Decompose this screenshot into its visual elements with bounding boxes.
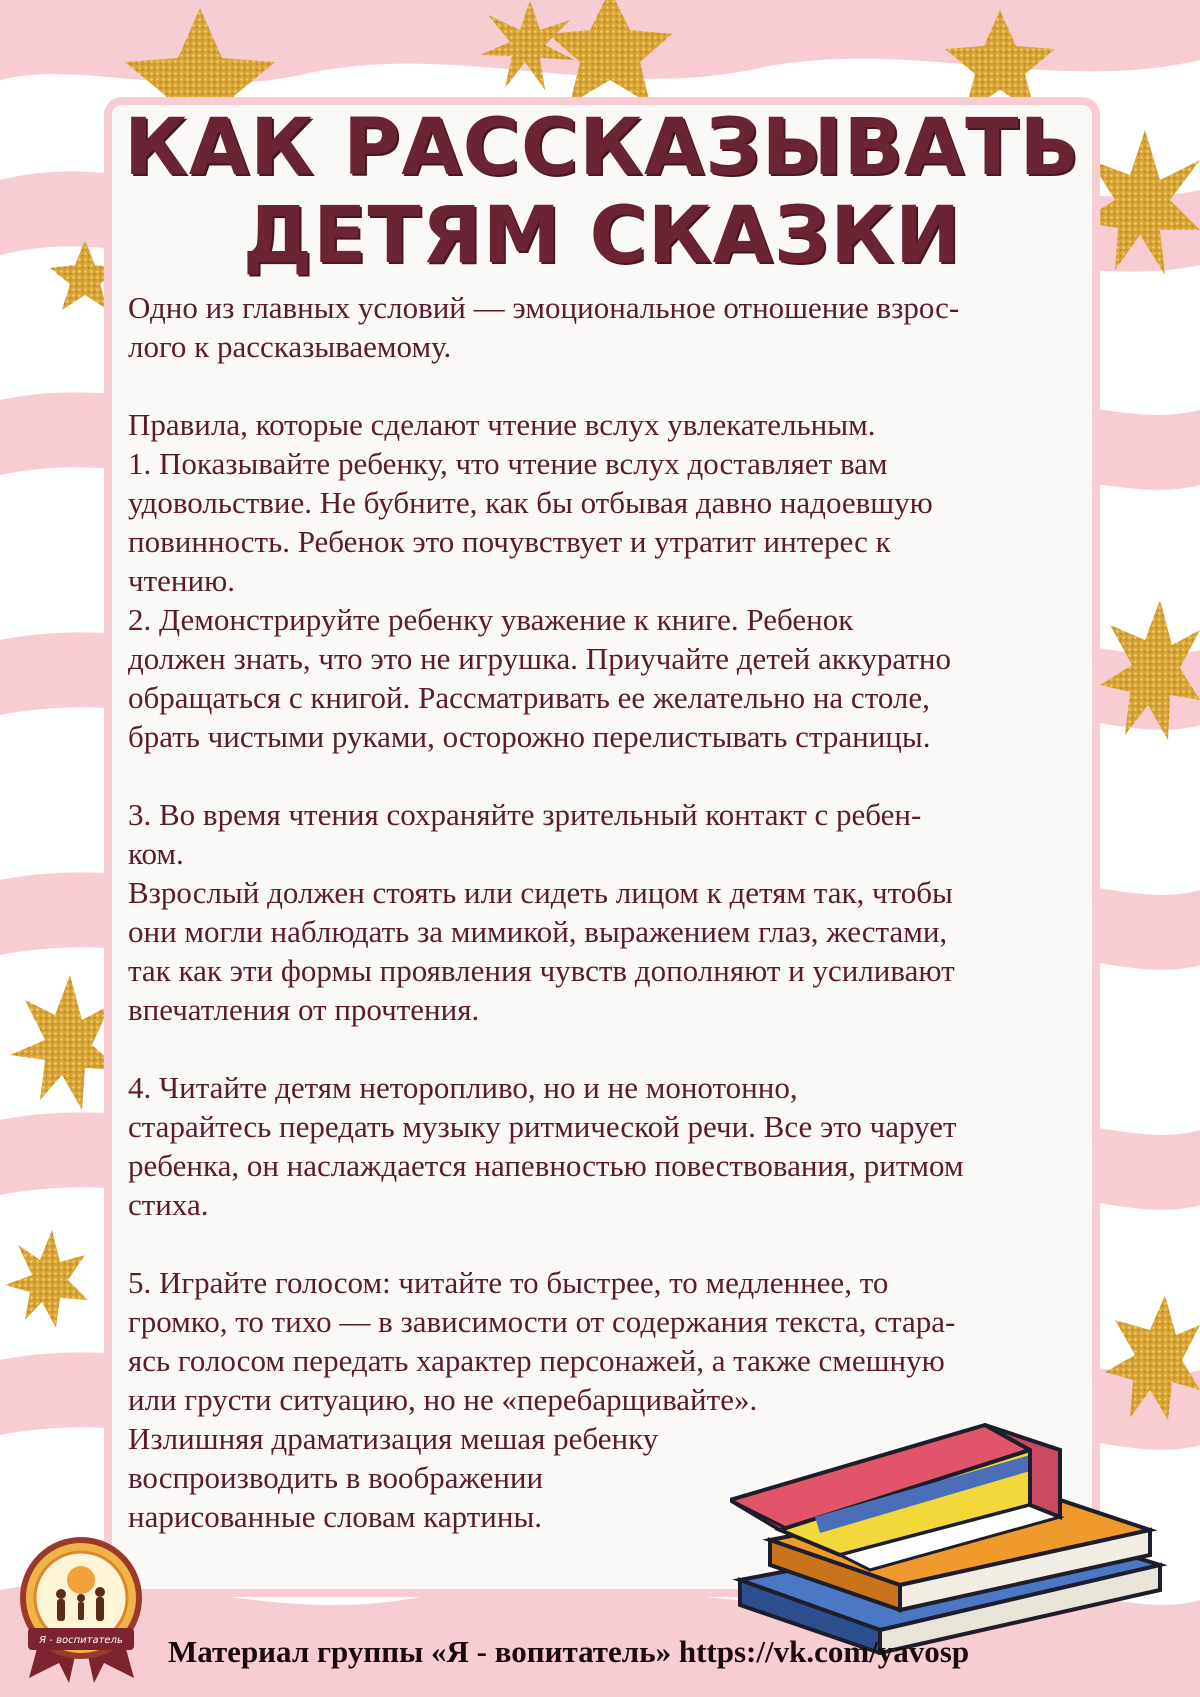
text-line: старайтесь передать музыку ритмической речи. Все это чарует bbox=[128, 1109, 957, 1144]
text-line: воспроизводить в воображении bbox=[128, 1460, 544, 1495]
text-line: впечатления от прочтения. bbox=[128, 992, 480, 1027]
text-line: стиха. bbox=[128, 1187, 209, 1222]
page-title bbox=[104, 104, 1100, 280]
text-line: ясь голосом передать характер персонажей, а также смешную bbox=[128, 1343, 945, 1378]
text-line: или грусти ситуацию, но не «перебарщивайте». bbox=[128, 1382, 758, 1417]
text-line: так как эти формы проявления чувств дополняют и усиливают bbox=[128, 953, 955, 988]
logo-text: Я - воспитатель bbox=[39, 1635, 123, 1646]
rule-1 bbox=[128, 444, 1083, 600]
text-line: они могли наблюдать за мимикой, выражением глаз, жестами, bbox=[128, 914, 948, 949]
footer-credit: Материал группы «Я - вопитатель» https://vk.com/yavosp bbox=[168, 1634, 970, 1669]
rules-heading: Правила, которые сделают чтение вслух увлекательным. bbox=[128, 407, 876, 442]
text-line: 1. Показывайте ребенку, что чтение вслух доставляет вам bbox=[128, 446, 888, 481]
rule-3 bbox=[128, 795, 1083, 1029]
text-line: должен знать, что это не игрушка. Приучайте детей аккуратно bbox=[128, 641, 951, 676]
text-line: Излишняя драматизация мешая ребенку bbox=[128, 1421, 659, 1456]
text-line: лого к рассказываемому. bbox=[128, 329, 452, 364]
books-stack-icon bbox=[730, 1405, 1185, 1655]
text-line: 4. Читайте детям неторопливо, но и не монотонно, bbox=[128, 1070, 798, 1105]
text-line: брать чистыми руками, осторожно перелистывать страницы. bbox=[128, 719, 931, 754]
article-body bbox=[128, 288, 1083, 1536]
rule-4 bbox=[128, 1068, 1083, 1224]
text-line: нарисованные словам картины. bbox=[128, 1499, 543, 1534]
text-line: ком. bbox=[128, 836, 184, 871]
text-line: ребенка, он наслаждается напевностью повествования, ритмом bbox=[128, 1148, 964, 1183]
text-line: повинность. Ребенок это почувствует и утратит интерес к bbox=[128, 524, 891, 559]
logo-badge-icon bbox=[14, 1528, 149, 1683]
text-line: обращаться с книгой. Рассматривать ее желательно на столе, bbox=[128, 680, 930, 715]
text-line: Взрослый должен стоять или сидеть лицом к детям так, чтобы bbox=[128, 875, 953, 910]
title-line-2: ДЕТЯМ СКАЗКИ bbox=[242, 191, 962, 281]
text-line: 2. Демонстрируйте ребенку уважение к книге. Ребенок bbox=[128, 602, 854, 637]
text-line: Одно из главных условий — эмоциональное отношение взрос- bbox=[128, 290, 960, 325]
text-line: удовольствие. Не бубните, как бы отбывая давно надоевшую bbox=[128, 485, 933, 520]
intro-paragraph bbox=[128, 288, 1083, 366]
text-line: 3. Во время чтения сохраняйте зрительный контакт с ребен- bbox=[128, 797, 922, 832]
text-line: 5. Играйте голосом: читайте то быстрее, то медленнее, то bbox=[128, 1265, 889, 1300]
title-line-1: КАК РАССКАЗЫВАТЬ bbox=[124, 103, 1080, 193]
text-line: чтению. bbox=[128, 563, 235, 598]
text-line: громко, то тихо — в зависимости от содержания текста, стара- bbox=[128, 1304, 956, 1339]
rule-2 bbox=[128, 600, 1083, 756]
